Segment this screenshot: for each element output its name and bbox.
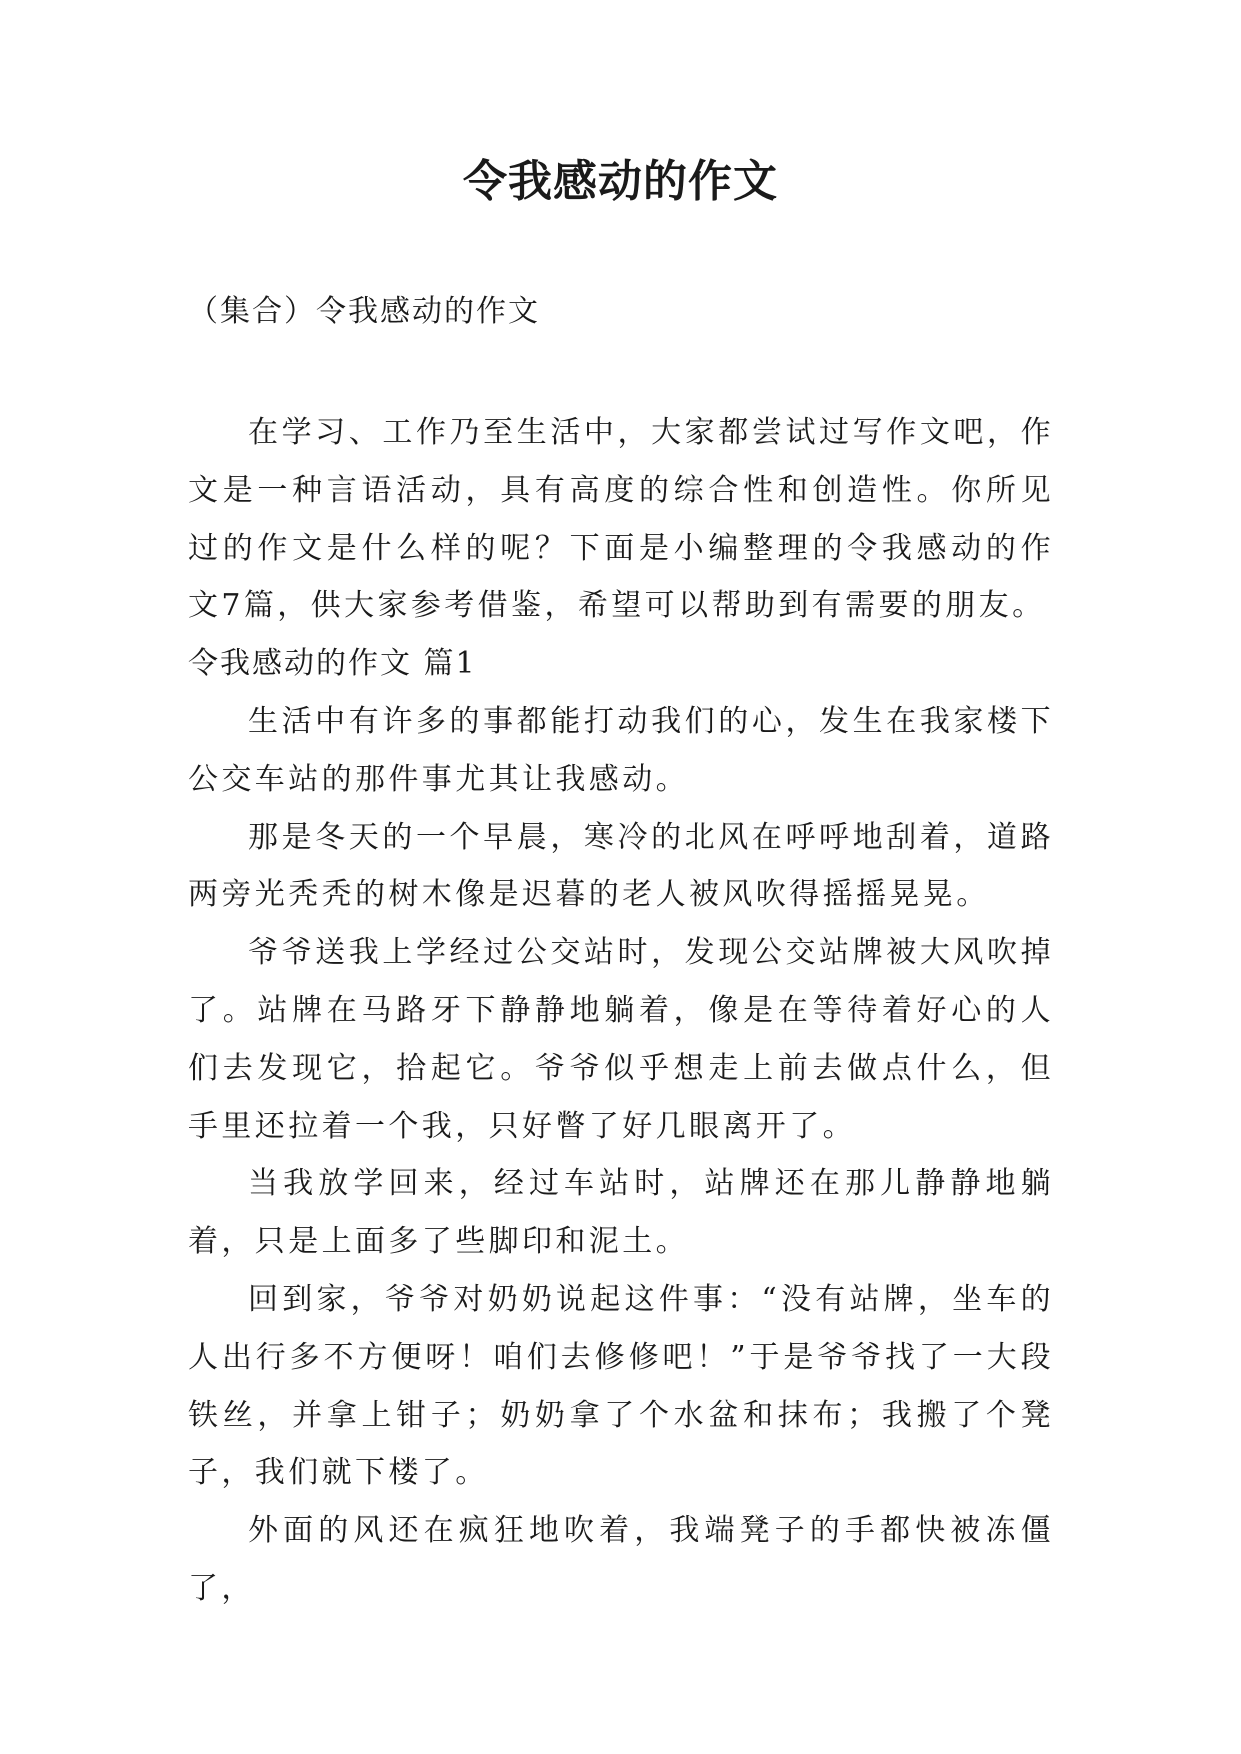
body-paragraph: 回到家，爷爷对奶奶说起这件事：“没有站牌，坐车的人出行多不方便呀！咱们去修修吧！”于是爷爷找了一大段铁丝，并拿上钳子；奶奶拿了个水盆和抹布；我搬了个凳子，我们就下楼了。 <box>188 1281 1054 1491</box>
body-paragraph: 生活中有许多的事都能打动我们的心，发生在我家楼下公交车站的那件事尤其让我感动。 <box>188 703 1054 797</box>
section-heading: 令我感动的作文 篇1 <box>188 646 477 682</box>
document-title: 令我感动的作文 <box>463 156 778 207</box>
body-paragraph: 爷爷送我上学经过公交站时，发现公交站牌被大风吹掉了。站牌在马路牙下静静地躺着，像是在等待着好心的人们去发现它，拾起它。爷爷似乎想走上前去做点什么，但手里还拉着一个我，只好瞥了好几眼离开了。 <box>188 935 1054 1144</box>
document-subtitle: （集合）令我感动的作文 <box>188 294 540 329</box>
body-paragraph: 外面的风还在疯狂地吹着，我端凳子的手都快被冻僵了， <box>188 1513 1054 1606</box>
intro-paragraph: 在学习、工作乃至生活中，大家都尝试过写作文吧，作文是一种言语活动，具有高度的综合性和创造性。你所见过的作文是什么样的呢？下面是小编整理的令我感动的作文7篇，供大家参考借鉴，希望可以帮助到有需要的朋友。 <box>188 415 1054 624</box>
body-paragraph: 当我放学回来，经过车站时，站牌还在那儿静静地躺着，只是上面多了些脚印和泥土。 <box>188 1166 1054 1260</box>
body-paragraph: 那是冬天的一个早晨，寒冷的北风在呼呼地刮着，道路两旁光秃秃的树木像是迟暮的老人被风吹得摇摇晃晃。 <box>188 819 1054 913</box>
document-body <box>188 404 1054 1618</box>
